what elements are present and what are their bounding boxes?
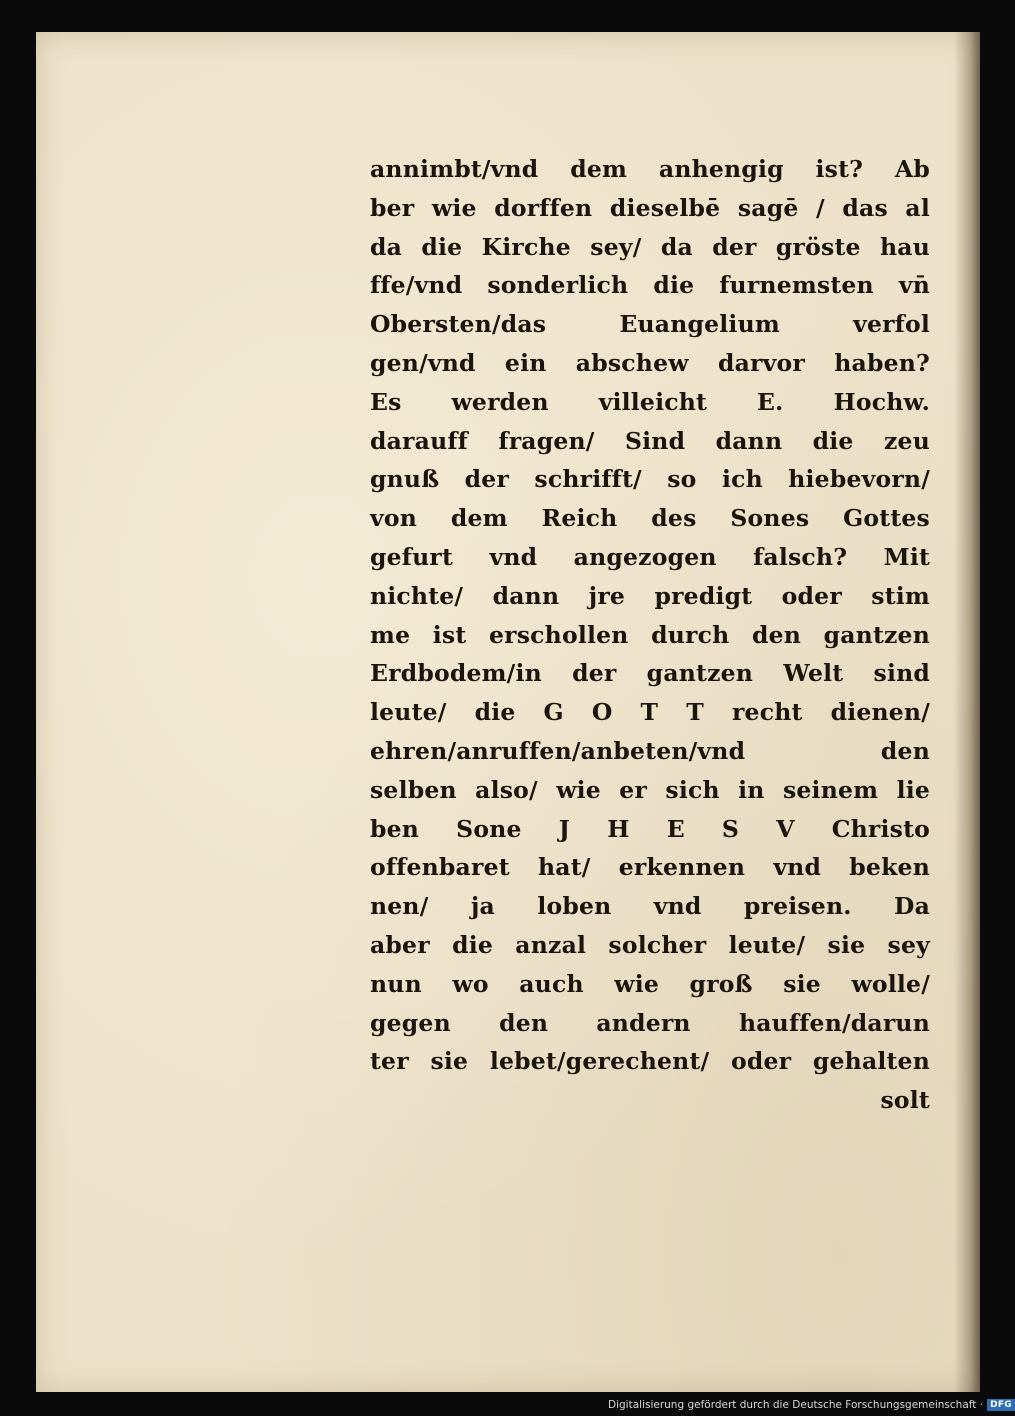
text-line: Obersten/das Euangelium verfol [370,310,930,339]
text-line: gefurt vnd angezogen falsch? Mit [370,542,930,571]
text-line: gegen den andern hauffen/darun [370,1008,930,1037]
catchword: solt [880,1086,930,1115]
text-line: nen/ ja loben vnd preisen. Da [370,892,930,921]
text-line: ter sie lebet/gerechent/ oder gehalten [370,1047,930,1076]
digitization-credit [608,1397,1015,1413]
text-line: nun wo auch wie groß sie wolle/ [370,969,930,998]
text-line: ffe/vnd sonderlich die furnemsten vn̄ [370,271,930,300]
credit-text: Digitalisierung gefördert durch die Deutsche Forschungsgemeinschaft · [608,1399,984,1411]
text-line: nichte/ dann jre predigt oder stim [370,581,930,610]
text-line: Es werden villeicht E. Hochw. [370,387,930,416]
text-line: gen/vnd ein abschew darvor haben? [370,348,930,377]
text-block [370,150,930,1120]
text-line: aber die anzal solcher leute/ sie sey [370,930,930,959]
text-line: ben Sone J H E S V Christo [370,814,930,843]
text-line: ber wie dorffen dieselbē sagē / das al [370,193,930,222]
book-page [36,32,980,1392]
text-line: da die Kirche sey/ da der gröste hau [370,232,930,261]
dfg-logo: DFG [987,1399,1015,1411]
text-line: offenbaret hat/ erkennen vnd beken [370,853,930,882]
text-line: ehren/anruffen/anbeten/vnd den [370,736,930,765]
text-line: me ist erschollen durch den gantzen [370,620,930,649]
text-line: selben also/ wie er sich in seinem lie [370,775,930,804]
text-line: leute/ die G O T T recht dienen/ [370,698,930,727]
text-line: gnuß der schrifft/ so ich hiebevorn/ [370,465,930,494]
page-edge-shadow [954,32,980,1392]
text-line: Erdbodem/in der gantzen Welt sind [370,659,930,688]
text-line: annimbt/vnd dem anhengig ist? Ab [370,155,930,183]
text-line: darauff fragen/ Sind dann die zeu [370,426,930,455]
text-line: von dem Reich des Sones Gottes [370,504,930,533]
